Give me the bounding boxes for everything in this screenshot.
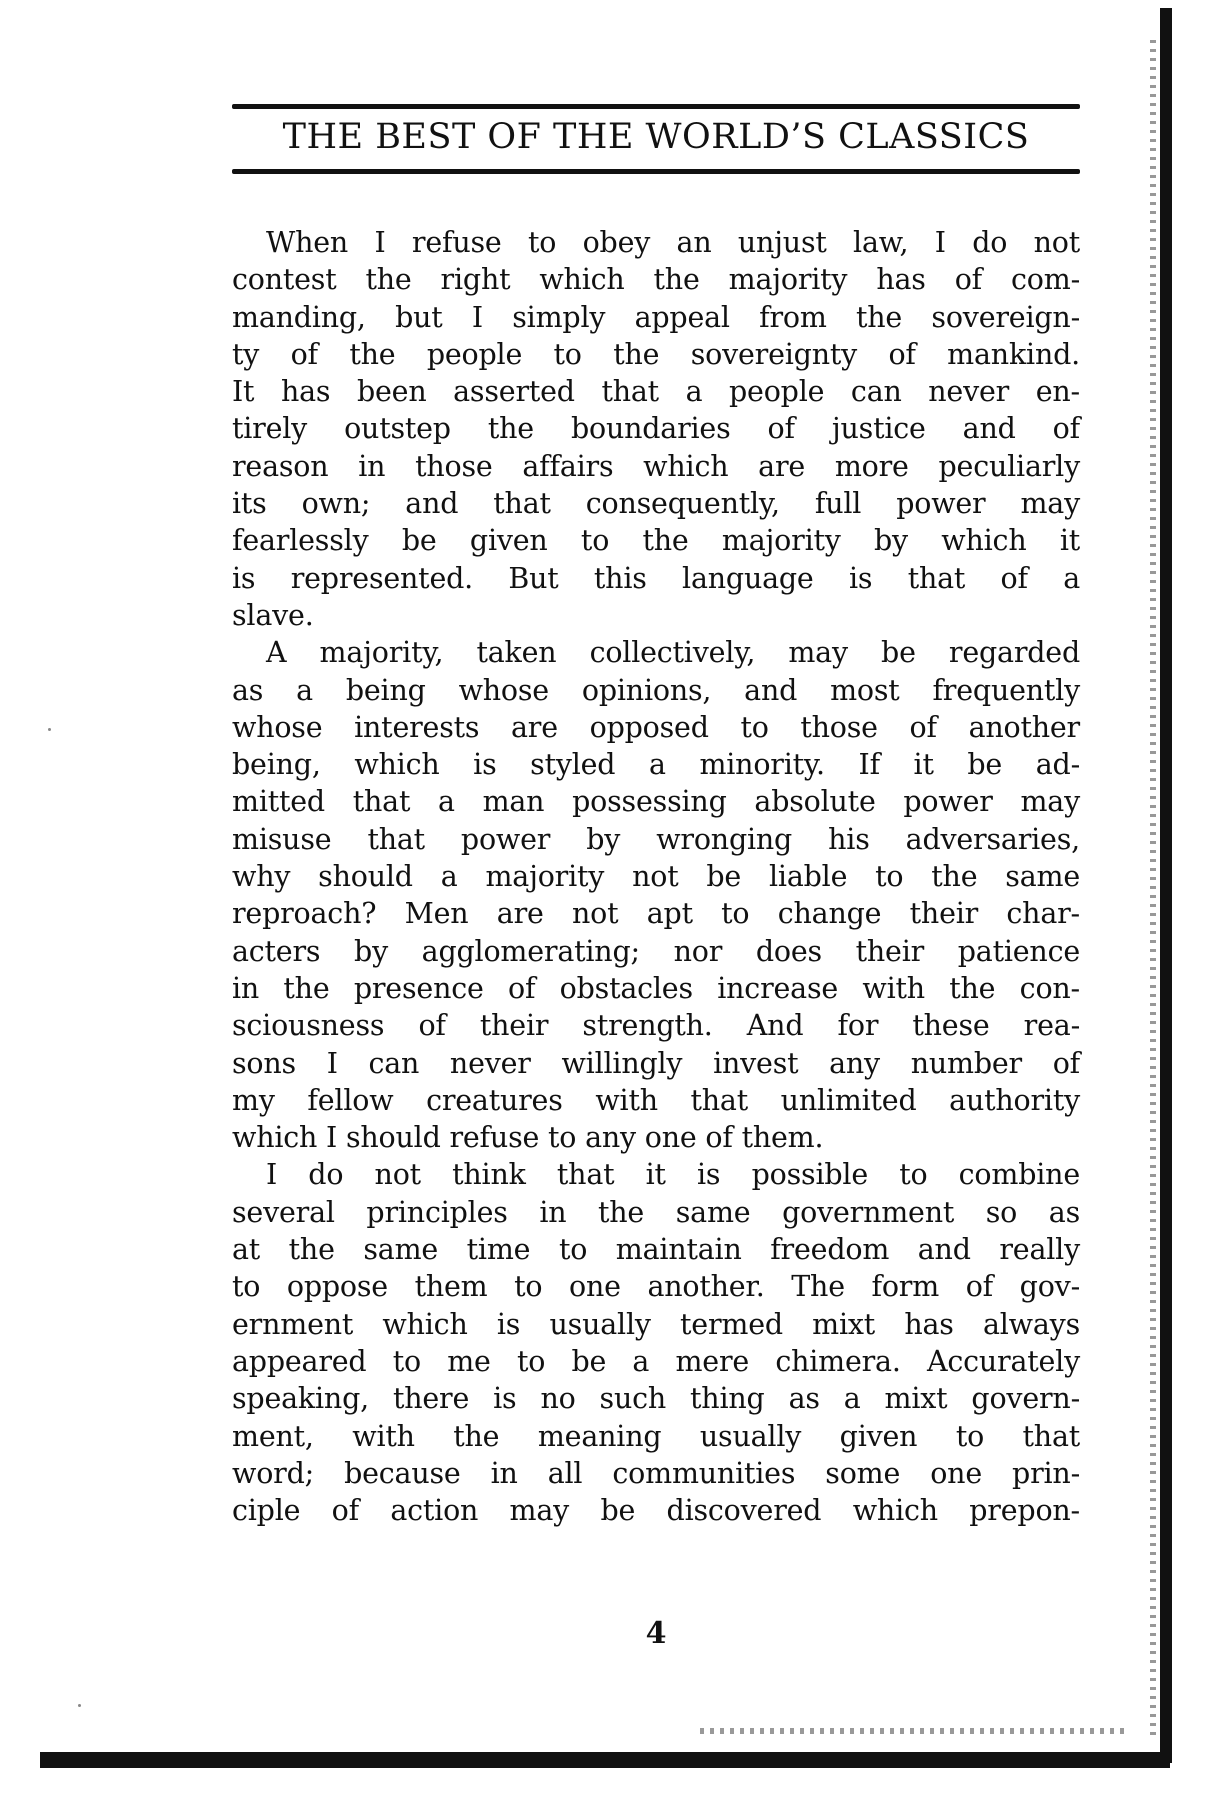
text-line: When I refuse to obey an unjust law, I do not [266,226,1080,259]
text-line: ty of the people to the sovereignty of mankind. [232,337,1080,371]
text-line: reason in those affairs which are more peculiarly [232,449,1080,483]
text-line: my fellow creatures with that unlimited authority [232,1083,1080,1117]
text-line: ciple of action may be discovered which prepon- [232,1494,1080,1528]
text-line: ernment which is usually termed mixt has always [232,1307,1080,1341]
text-line: mitted that a man possessing absolute power may [232,785,1080,819]
header-rule-bottom [232,169,1080,174]
scan-edge-bottom-shadow [700,1728,1130,1734]
paragraph-1 [232,224,1080,634]
text-line: fearlessly be given to the majority by which it [232,524,1080,558]
text-line: being, which is styled a minority. If it be ad- [232,748,1080,782]
text-line: sons I can never willingly invest any number of [232,1046,1080,1080]
scan-edge-shadow [1150,40,1156,1740]
text-line: reproach? Men are not apt to change their char- [232,897,1080,931]
text-line: misuse that power by wronging his adversaries, [232,822,1080,856]
text-line: why should a majority not be liable to the same [232,860,1080,894]
text-line: its own; and that consequently, full power may [232,487,1080,521]
text-line: tirely outstep the boundaries of justice and of [232,412,1080,446]
text-line: several principles in the same government so as [232,1195,1080,1229]
text-line: I do not think that it is possible to combine [266,1158,1080,1192]
text-line: word; because in all communities some one prin- [232,1456,1080,1490]
text-line: is represented. But this language is that of a [232,561,1080,595]
text-line: appeared to me to be a mere chimera. Accurately [232,1344,1080,1378]
text-line: acters by agglomerating; nor does their patience [232,934,1080,968]
scan-edge-right [1160,8,1172,1763]
text-line: which I should refuse to any one of them. [232,1121,824,1155]
text-line: in the presence of obstacles increase with the con- [232,971,1080,1005]
text-line: ment, with the meaning usually given to that [232,1419,1080,1453]
text-line: A majority, taken collectively, may be regarded [266,636,1080,670]
scan-speck [78,1704,81,1707]
text-line: whose interests are opposed to those of another [232,710,1080,744]
text-line: to oppose them to one another. The form of gov- [232,1270,1080,1304]
text-line: speaking, there is no such thing as a mixt govern- [232,1382,1080,1416]
scan-edge-bottom [40,1752,1170,1768]
text-line: as a being whose opinions, and most frequently [232,673,1080,707]
text-line: contest the right which the majority has of com- [232,263,1080,297]
body-text [232,224,1080,1529]
running-head-title: THE BEST OF THE WORLD’S CLASSICS [282,117,1030,157]
text-line: at the same time to maintain freedom and really [232,1233,1080,1267]
page-number: 4 [645,1616,667,1651]
scan-speck [48,728,51,731]
text-line: sciousness of their strength. And for these rea- [232,1009,1080,1043]
text-line: It has been asserted that a people can never en- [232,375,1080,409]
running-header [232,104,1080,174]
paragraph-3 [232,1156,1080,1529]
text-line: slave. [232,598,314,632]
paragraph-2 [232,634,1080,1156]
text-line: manding, but I simply appeal from the sovereign- [232,300,1080,334]
